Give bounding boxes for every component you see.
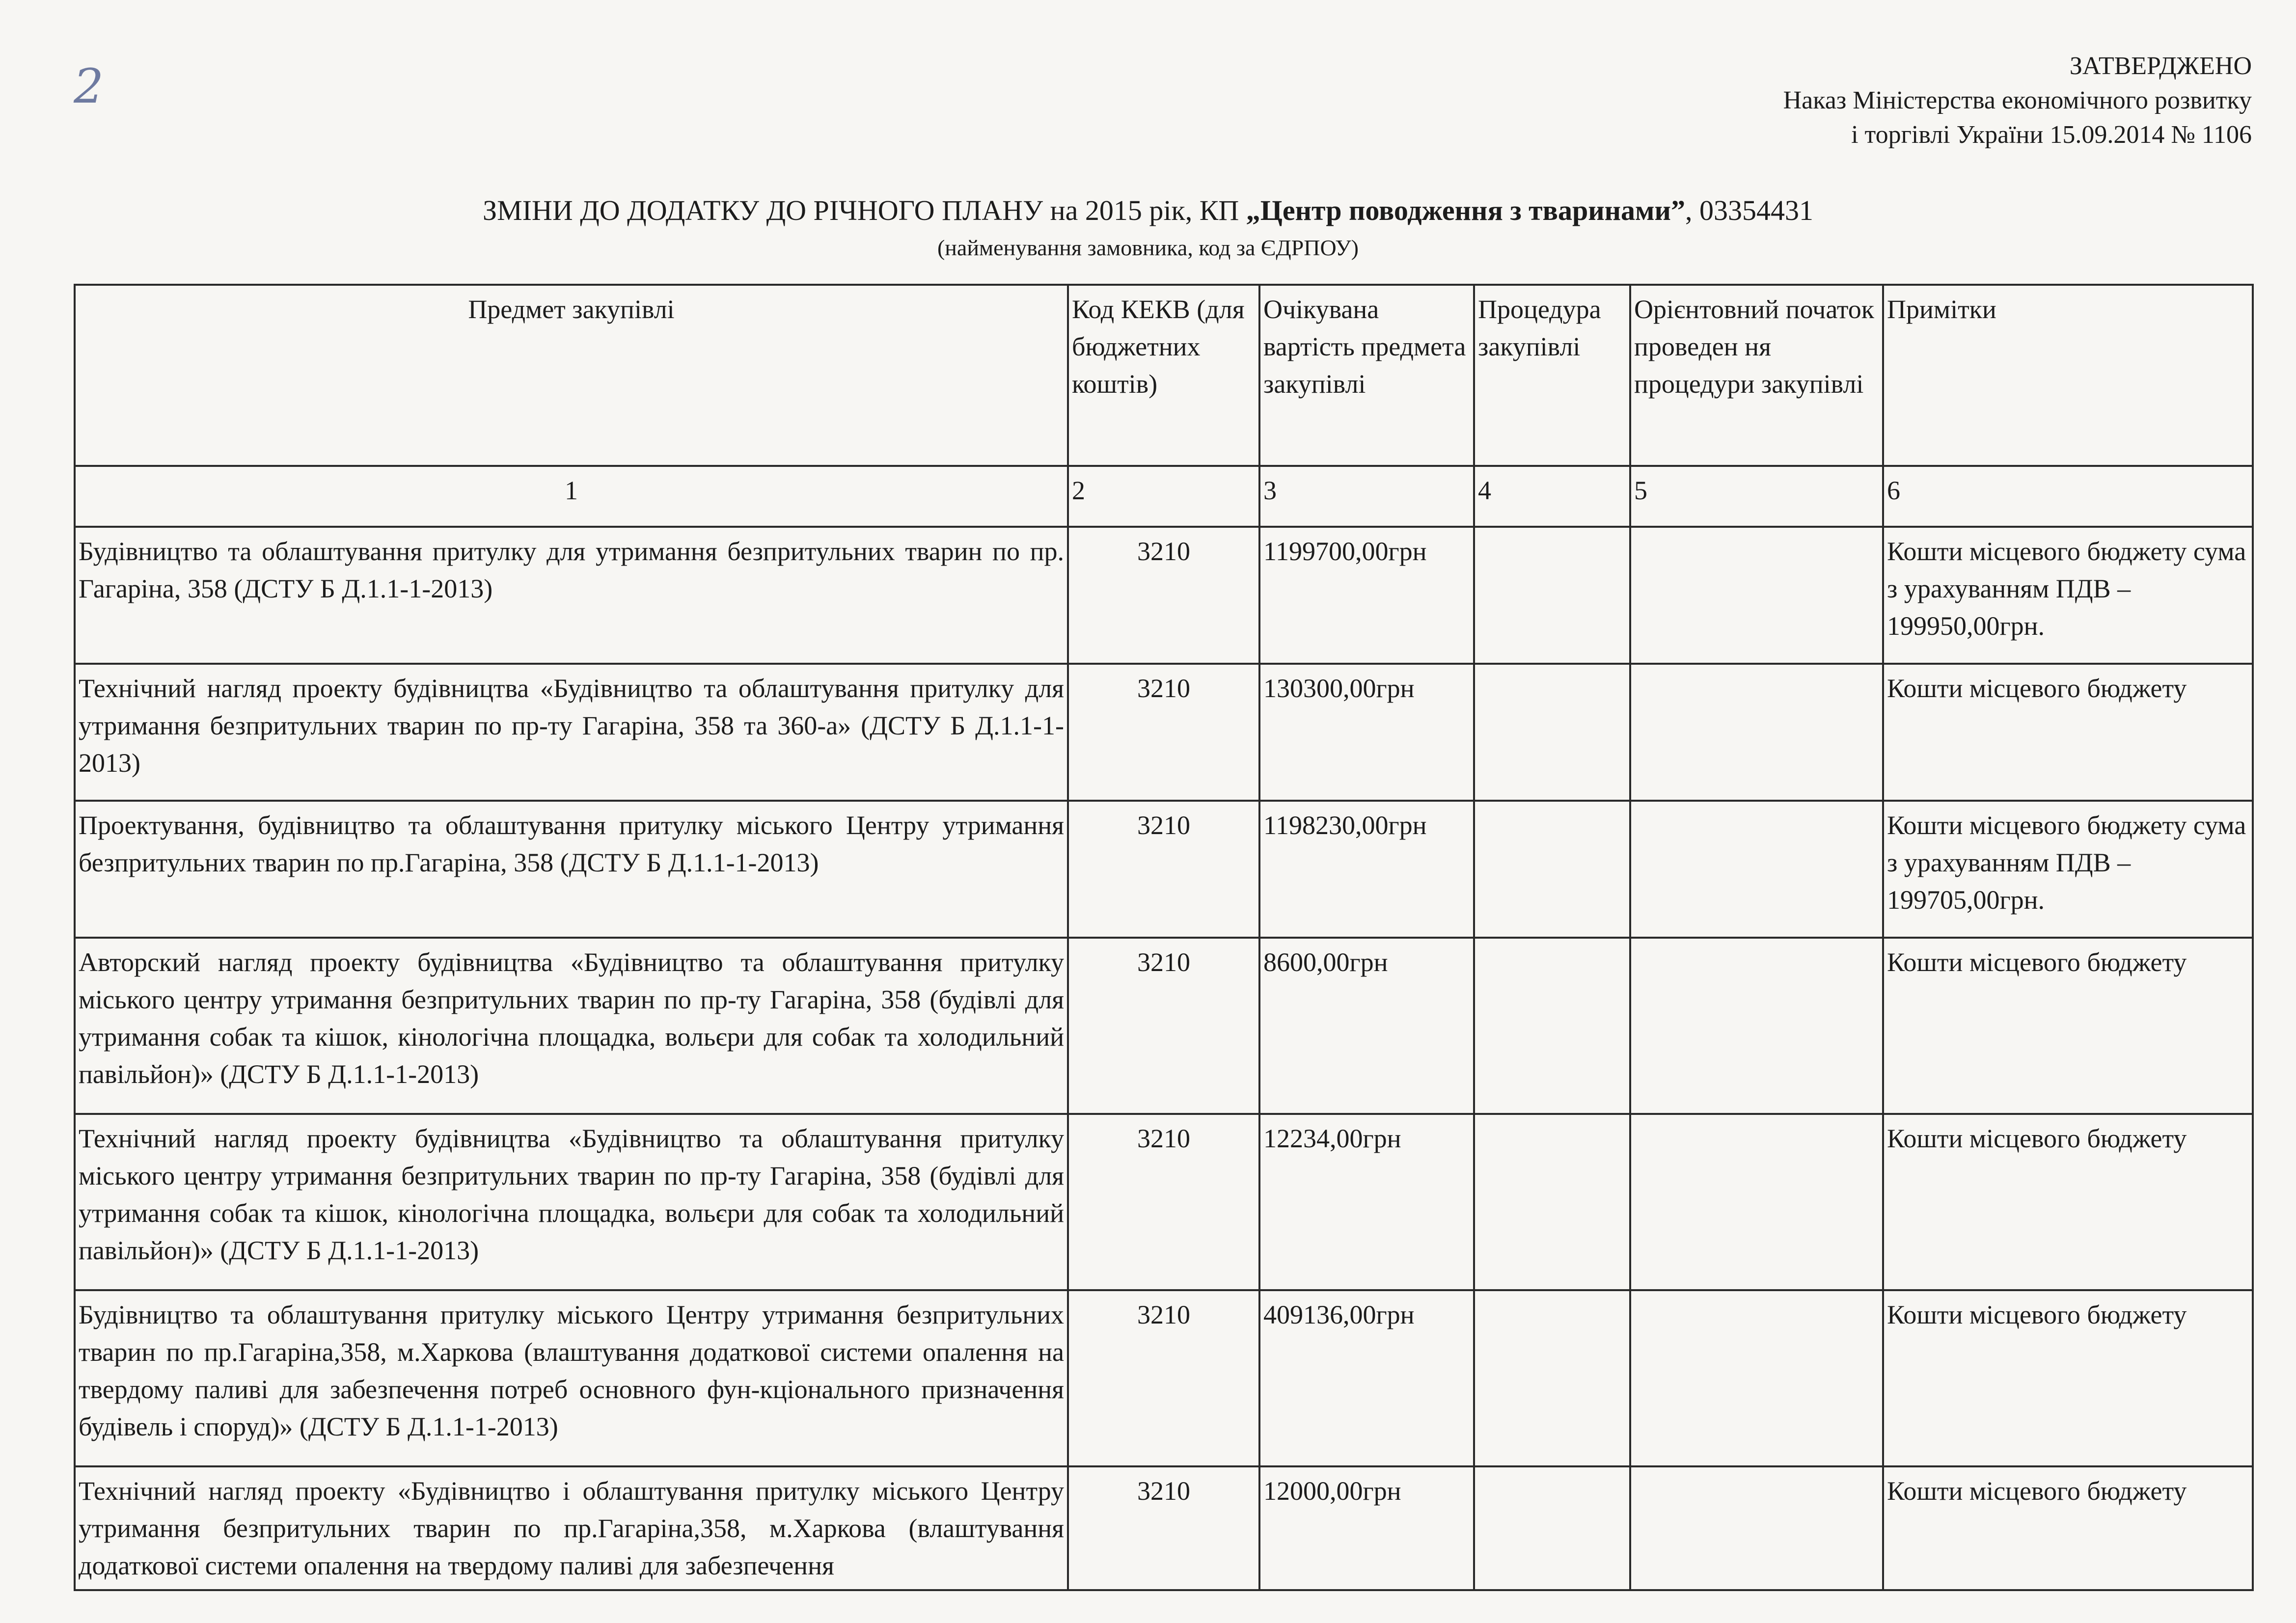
notes-cell: Кошти місцевого бюджету bbox=[1883, 664, 2253, 801]
start-cell bbox=[1630, 664, 1883, 801]
kekv-cell: 3210 bbox=[1068, 1466, 1259, 1590]
start-cell bbox=[1630, 1466, 1883, 1590]
cost-cell: 12234,00грн bbox=[1259, 1114, 1474, 1290]
subject-cell: Технічний нагляд проекту «Будівництво і облаштування притулку міського Центру утримання безпритульних тварин по пр.Гагаріна,358, м.Харкова (влаштування додаткової системи опалення на твердому паливі для забезпечення bbox=[75, 1466, 1068, 1590]
cost-cell: 1198230,00грн bbox=[1259, 801, 1474, 938]
notes-cell: Кошти місцевого бюджету bbox=[1883, 1290, 2253, 1466]
document-subtitle: (найменування замовника, код за ЄДРПОУ) bbox=[937, 235, 1359, 260]
cost-cell: 8600,00грн bbox=[1259, 938, 1474, 1114]
approval-heading: ЗАТВЕРДЖЕНО bbox=[2069, 52, 2252, 80]
table-row bbox=[75, 801, 2253, 938]
handwritten-page-number: 2 bbox=[74, 59, 104, 114]
notes-cell: Кошти місцевого бюджету bbox=[1883, 1114, 2253, 1290]
table-row bbox=[75, 527, 2253, 664]
procedure-cell bbox=[1474, 1466, 1630, 1590]
procedure-cell bbox=[1474, 1290, 1630, 1466]
start-cell bbox=[1630, 938, 1883, 1114]
procedure-cell bbox=[1474, 664, 1630, 801]
approval-order-line: Наказ Міністерства економічного розвитку bbox=[1783, 86, 2252, 114]
notes-cell: Кошти місцевого бюджету сума з урахуванням ПДВ – 199950,00грн. bbox=[1883, 527, 2253, 664]
kekv-cell: 3210 bbox=[1068, 938, 1259, 1114]
title-edrpou-code: , 03354431 bbox=[1685, 194, 1813, 226]
column-number: 1 bbox=[75, 466, 1068, 527]
table-row bbox=[75, 938, 2253, 1114]
document-title bbox=[0, 194, 2296, 227]
procedure-cell bbox=[1474, 527, 1630, 664]
title-organization: „Центр поводження з тваринами” bbox=[1246, 194, 1685, 226]
subject-cell: Будівництво та облаштування притулку міського Центру утримання безпритульних тварин по пр.Гагаріна,358, м.Харкова (влаштування додаткової системи опалення на твердому паливі для забезпечення потреб основного фун-кціонального призначення будівель і споруд)» (ДСТУ Б Д.1.1-1-2013) bbox=[75, 1290, 1068, 1466]
header-procedure: Процедура закупівлі bbox=[1474, 285, 1630, 466]
subject-cell: Технічний нагляд проекту будівництва «Будівництво та облаштування притулку для утримання безпритульних тварин по пр-ту Гагаріна, 358 та 360-а» (ДСТУ Б Д.1.1-1-2013) bbox=[75, 664, 1068, 801]
header-start: Орієнтовний початок проведен ня процедури закупівлі bbox=[1630, 285, 1883, 466]
subject-cell: Проектування, будівництво та облаштування притулку міського Центру утримання безпритульних тварин по пр.Гагаріна, 358 (ДСТУ Б Д.1.1-1-2013) bbox=[75, 801, 1068, 938]
procedure-cell bbox=[1474, 801, 1630, 938]
column-number: 5 bbox=[1630, 466, 1883, 527]
title-prefix: ЗМІНИ ДО ДОДАТКУ ДО РІЧНОГО ПЛАНУ на 2015 рік, КП bbox=[483, 194, 1246, 226]
notes-cell: Кошти місцевого бюджету bbox=[1883, 938, 2253, 1114]
procedure-cell bbox=[1474, 1114, 1630, 1290]
kekv-cell: 3210 bbox=[1068, 664, 1259, 801]
kekv-cell: 3210 bbox=[1068, 1114, 1259, 1290]
table-row bbox=[75, 664, 2253, 801]
cost-cell: 130300,00грн bbox=[1259, 664, 1474, 801]
subject-cell: Авторский нагляд проекту будівництва «Будівництво та облаштування притулку міського центру утримання безпритульних тварин по пр-ту Гагаріна, 358 (будівлі для утримання собак та кішок, кінологічна площадка, вольєри для собак та холодильний павільйон)» (ДСТУ Б Д.1.1-1-2013) bbox=[75, 938, 1068, 1114]
header-notes: Примітки bbox=[1883, 285, 2253, 466]
table-row bbox=[75, 1290, 2253, 1466]
header-subject: Предмет закупівлі bbox=[75, 285, 1068, 466]
column-number: 6 bbox=[1883, 466, 2253, 527]
subject-cell: Технічний нагляд проекту будівництва «Будівництво та облаштування притулку міського центру утримання безпритульних тварин по пр-ту Гагаріна, 358 (будівлі для утримання собак та кішок, кінологічна площадка, вольєри для собак та холодильний павільйон)» (ДСТУ Б Д.1.1-1-2013) bbox=[75, 1114, 1068, 1290]
cost-cell: 1199700,00грн bbox=[1259, 527, 1474, 664]
start-cell bbox=[1630, 1290, 1883, 1466]
column-number: 4 bbox=[1474, 466, 1630, 527]
cost-cell: 12000,00грн bbox=[1259, 1466, 1474, 1590]
approval-order-date: і торгівлі України 15.09.2014 № 1106 bbox=[1851, 121, 2252, 149]
notes-cell: Кошти місцевого бюджету сума з урахуванням ПДВ – 199705,00грн. bbox=[1883, 801, 2253, 938]
column-number: 3 bbox=[1259, 466, 1474, 527]
subject-cell: Будівництво та облаштування притулку для утримання безпритульних тварин по пр. Гагаріна, 358 (ДСТУ Б Д.1.1-1-2013) bbox=[75, 527, 1068, 664]
table-row bbox=[75, 1114, 2253, 1290]
kekv-cell: 3210 bbox=[1068, 527, 1259, 664]
table-header-row bbox=[75, 285, 2253, 466]
kekv-cell: 3210 bbox=[1068, 801, 1259, 938]
procurement-plan-table bbox=[74, 284, 2254, 1591]
table-row bbox=[75, 1466, 2253, 1590]
notes-cell: Кошти місцевого бюджету bbox=[1883, 1466, 2253, 1590]
start-cell bbox=[1630, 801, 1883, 938]
procedure-cell bbox=[1474, 938, 1630, 1114]
header-cost: Очікувана вартість предмета закупівлі bbox=[1259, 285, 1474, 466]
approval-stamp-block bbox=[1783, 49, 2252, 152]
kekv-cell: 3210 bbox=[1068, 1290, 1259, 1466]
cost-cell: 409136,00грн bbox=[1259, 1290, 1474, 1466]
column-number: 2 bbox=[1068, 466, 1259, 527]
header-kekv: Код КЕКВ (для бюджетних коштів) bbox=[1068, 285, 1259, 466]
start-cell bbox=[1630, 1114, 1883, 1290]
start-cell bbox=[1630, 527, 1883, 664]
column-number-row bbox=[75, 466, 2253, 527]
